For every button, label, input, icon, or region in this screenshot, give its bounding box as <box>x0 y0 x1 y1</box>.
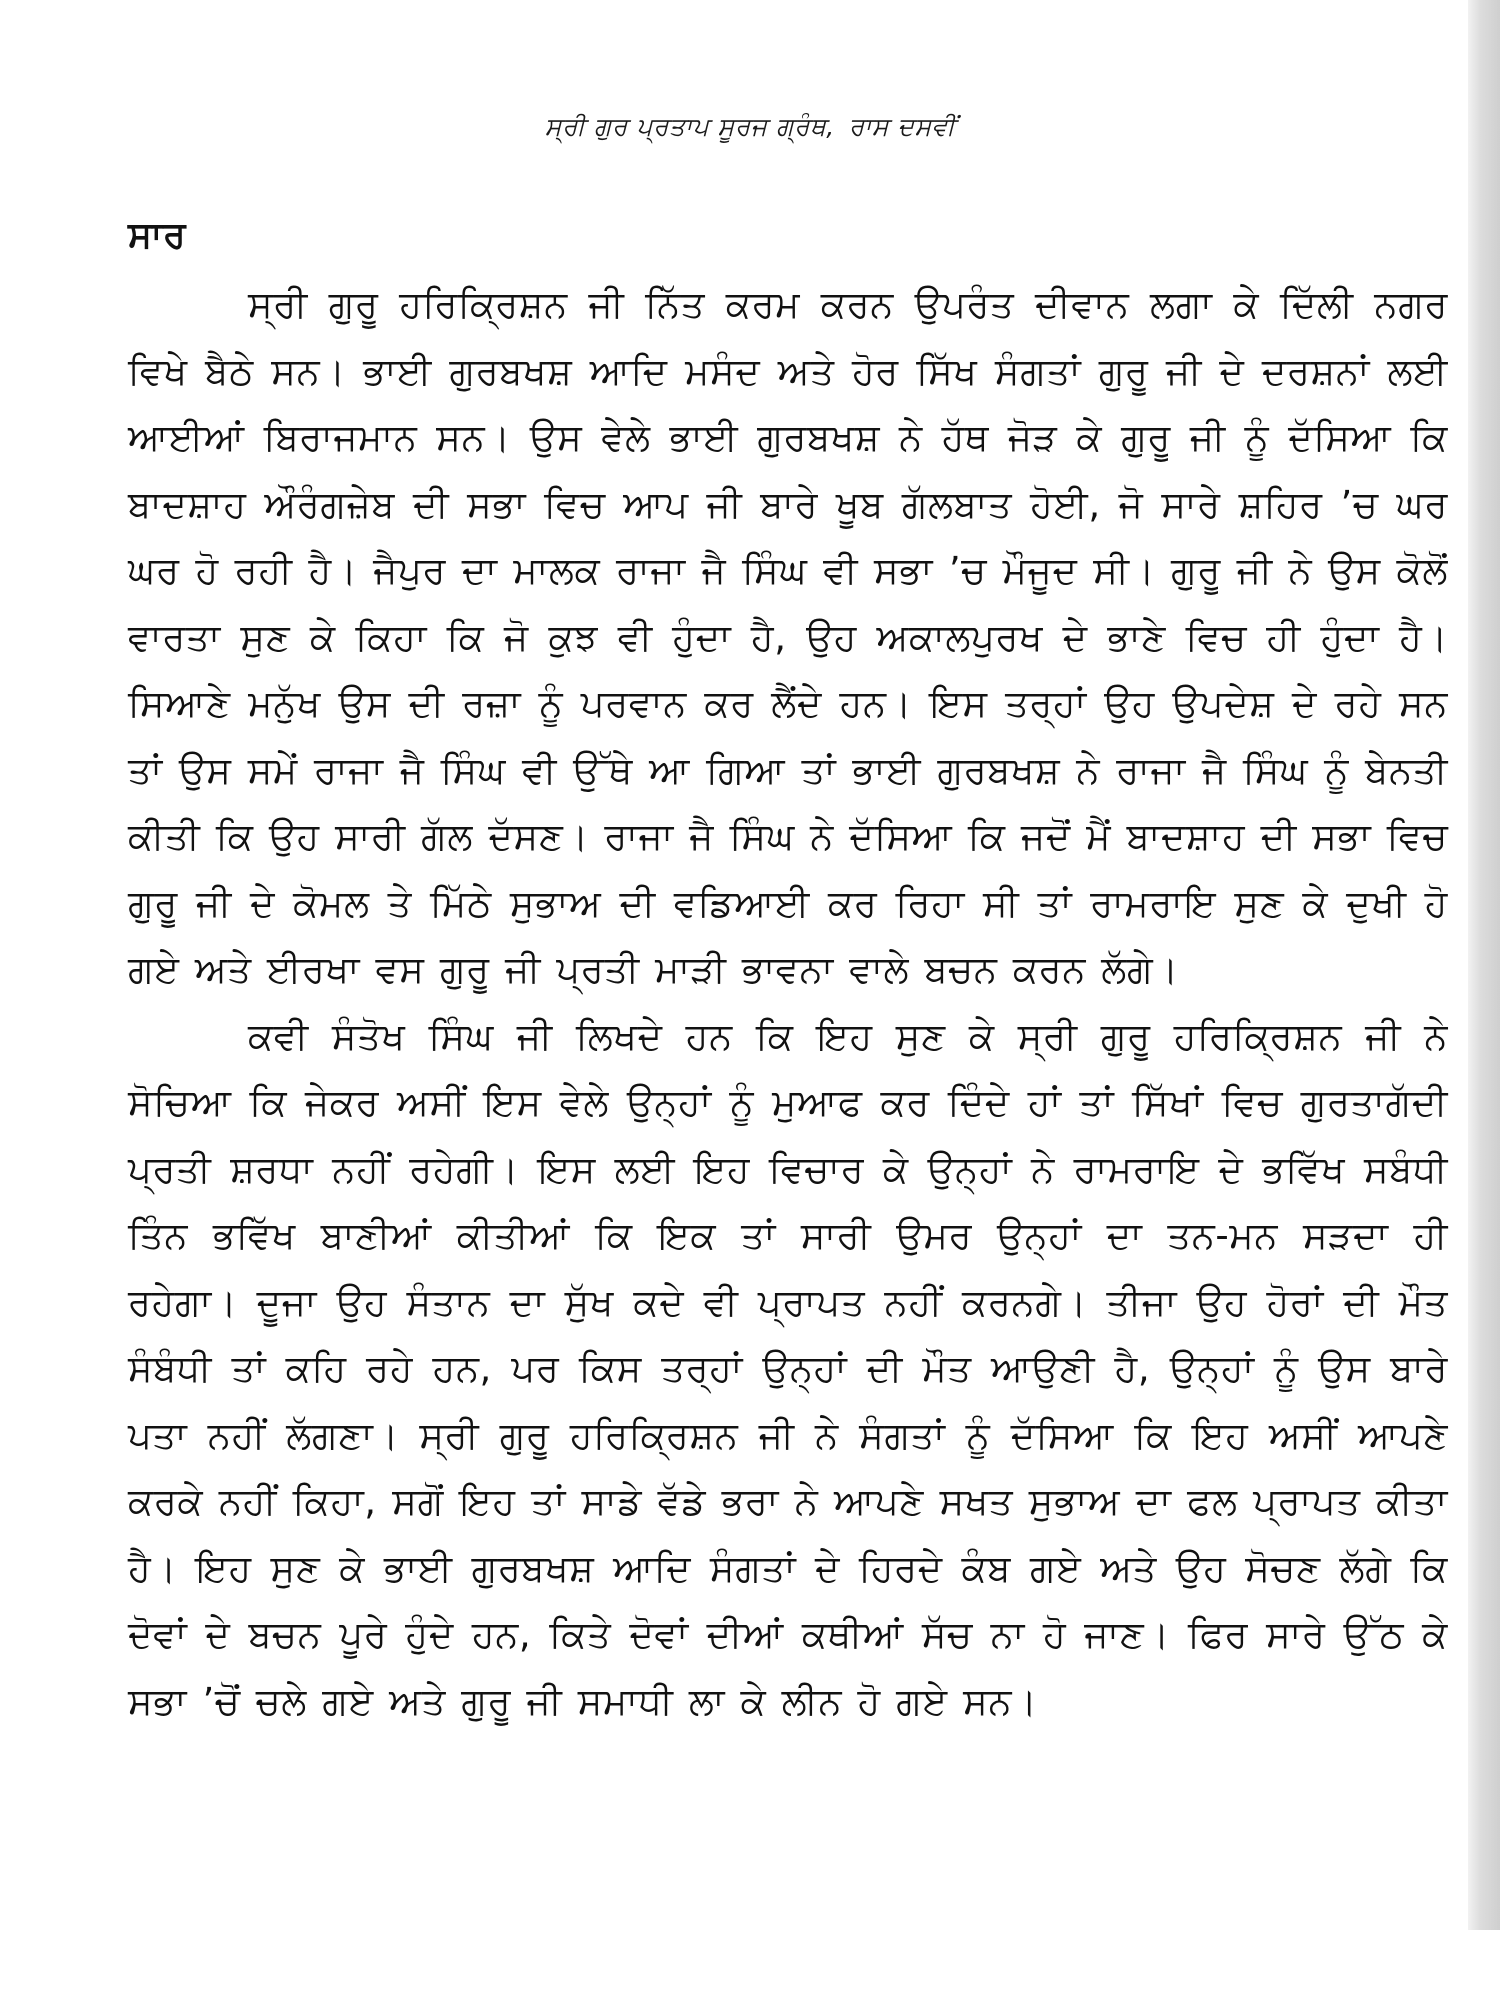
paragraph-1: ਸ੍ਰੀ ਗੁਰੂ ਹਰਿਕ੍ਰਿਸ਼ਨ ਜੀ ਨਿੱਤ ਕਰਮ ਕਰਨ ਉਪਰੰਤ ਦੀਵਾਨ ਲਗਾ ਕੇ ਦਿੱਲੀ ਨਗਰ ਵਿਖੇ ਬੈਠੇ ਸਨ। ਭਾਈ ਗੁਰਬਖਸ਼ ਆਦਿ ਮਸੰਦ ਅਤੇ ਹੋਰ ਸਿੱਖ ਸੰਗਤਾਂ ਗੁਰੂ ਜੀ ਦੇ ਦਰਸ਼ਨਾਂ ਲਈ ਆਈਆਂ ਬਿਰਾਜਮਾਨ ਸਨ। ਉਸ ਵੇਲੇ ਭਾਈ ਗੁਰਬਖਸ਼ ਨੇ ਹੱਥ ਜੋੜ ਕੇ ਗੁਰੂ ਜੀ ਨੂੰ ਦੱਸਿਆ ਕਿ ਬਾਦਸ਼ਾਹ ਔਰੰਗਜ਼ੇਬ ਦੀ ਸਭਾ ਵਿਚ ਆਪ ਜੀ ਬਾਰੇ ਖੂਬ ਗੱਲਬਾਤ ਹੋਈ, ਜੋ ਸਾਰੇ ਸ਼ਹਿਰ ’ਚ ਘਰ ਘਰ ਹੋ ਰਹੀ ਹੈ। ਜੈਪੁਰ ਦਾ ਮਾਲਕ ਰਾਜਾ ਜੈ ਸਿੰਘ ਵੀ ਸਭਾ ’ਚ ਮੌਜੂਦ ਸੀ। ਗੁਰੂ ਜੀ ਨੇ ਉਸ ਕੋਲੋਂ ਵਾਰਤਾ ਸੁਣ ਕੇ ਕਿਹਾ ਕਿ ਜੋ ਕੁਝ ਵੀ ਹੁੰਦਾ ਹੈ, ਉਹ ਅਕਾਲਪੁਰਖ ਦੇ ਭਾਣੇ ਵਿਚ ਹੀ ਹੁੰਦਾ ਹੈ। ਸਿਆਣੇ ਮਨੁੱਖ ਉਸ ਦੀ ਰਜ਼ਾ ਨੂੰ ਪਰਵਾਨ ਕਰ ਲੈਂਦੇ ਹਨ। ਇਸ ਤਰ੍ਹਾਂ ਉਹ ਉਪਦੇਸ਼ ਦੇ ਰਹੇ ਸਨ ਤਾਂ ਉਸ ਸਮੇਂ ਰਾਜਾ ਜੈ ਸਿੰਘ ਵੀ ਉੱਥੇ ਆ ਗਿਆ ਤਾਂ ਭਾਈ ਗੁਰਬਖਸ਼ ਨੇ ਰਾਜਾ ਜੈ ਸਿੰਘ ਨੂੰ ਬੇਨਤੀ ਕੀਤੀ ਕਿ ਉਹ ਸਾਰੀ ਗੱਲ ਦੱਸਣ। ਰਾਜਾ ਜੈ ਸਿੰਘ ਨੇ ਦੱਸਿਆ ਕਿ ਜਦੋਂ ਮੈਂ ਬਾਦਸ਼ਾਹ ਦੀ ਸਭਾ ਵਿਚ ਗੁਰੂ ਜੀ ਦੇ ਕੋਮਲ ਤੇ ਮਿੱਠੇ ਸੁਭਾਅ ਦੀ ਵਡਿਆਈ ਕਰ ਰਿਹਾ ਸੀ ਤਾਂ ਰਾਮਰਾਇ ਸੁਣ ਕੇ ਦੁਖੀ ਹੋ ਗਏ ਅਤੇ ਈਰਖਾ ਵਸ ਗੁਰੂ ਜੀ ਪ੍ਰਤੀ ਮਾੜੀ ਭਾਵਨਾ ਵਾਲੇ ਬਚਨ ਕਰਨ ਲੱਗੇ। <box>128 283 1448 991</box>
page-edge-shadow <box>1468 0 1500 1930</box>
section-title: ਸਾਰ <box>128 215 187 256</box>
body-text <box>128 272 1448 1735</box>
running-header <box>0 112 1500 142</box>
header-book-title: ਸ੍ਰੀ ਗੁਰ ਪ੍ਰਤਾਪ ਸੂਰਜ ਗ੍ਰੰਥ, <box>544 112 835 141</box>
header-section: ਰਾਸ ਦਸਵੀਂ <box>848 112 956 141</box>
paragraph-2: ਕਵੀ ਸੰਤੋਖ ਸਿੰਘ ਜੀ ਲਿਖਦੇ ਹਨ ਕਿ ਇਹ ਸੁਣ ਕੇ ਸ੍ਰੀ ਗੁਰੂ ਹਰਿਕ੍ਰਿਸ਼ਨ ਜੀ ਨੇ ਸੋਚਿਆ ਕਿ ਜੇਕਰ ਅਸੀਂ ਇਸ ਵੇਲੇ ਉਨ੍ਹਾਂ ਨੂੰ ਮੁਆਫ ਕਰ ਦਿੰਦੇ ਹਾਂ ਤਾਂ ਸਿੱਖਾਂ ਵਿਚ ਗੁਰਤਾਗੱਦੀ ਪ੍ਰਤੀ ਸ਼ਰਧਾ ਨਹੀਂ ਰਹੇਗੀ। ਇਸ ਲਈ ਇਹ ਵਿਚਾਰ ਕੇ ਉਨ੍ਹਾਂ ਨੇ ਰਾਮਰਾਇ ਦੇ ਭਵਿੱਖ ਸਬੰਧੀ ਤਿੰਨ ਭਵਿੱਖ ਬਾਣੀਆਂ ਕੀਤੀਆਂ ਕਿ ਇਕ ਤਾਂ ਸਾਰੀ ਉਮਰ ਉਨ੍ਹਾਂ ਦਾ ਤਨ-ਮਨ ਸੜਦਾ ਹੀ ਰਹੇਗਾ। ਦੂਜਾ ਉਹ ਸੰਤਾਨ ਦਾ ਸੁੱਖ ਕਦੇ ਵੀ ਪ੍ਰਾਪਤ ਨਹੀਂ ਕਰਨਗੇ। ਤੀਜਾ ਉਹ ਹੋਰਾਂ ਦੀ ਮੌਤ ਸੰਬੰਧੀ ਤਾਂ ਕਹਿ ਰਹੇ ਹਨ, ਪਰ ਕਿਸ ਤਰ੍ਹਾਂ ਉਨ੍ਹਾਂ ਦੀ ਮੌਤ ਆਉਣੀ ਹੈ, ਉਨ੍ਹਾਂ ਨੂੰ ਉਸ ਬਾਰੇ ਪਤਾ ਨਹੀਂ ਲੱਗਣਾ। ਸ੍ਰੀ ਗੁਰੂ ਹਰਿਕ੍ਰਿਸ਼ਨ ਜੀ ਨੇ ਸੰਗਤਾਂ ਨੂੰ ਦੱਸਿਆ ਕਿ ਇਹ ਅਸੀਂ ਆਪਣੇ ਕਰਕੇ ਨਹੀਂ ਕਿਹਾ, ਸਗੋਂ ਇਹ ਤਾਂ ਸਾਡੇ ਵੱਡੇ ਭਰਾ ਨੇ ਆਪਣੇ ਸਖਤ ਸੁਭਾਅ ਦਾ ਫਲ ਪ੍ਰਾਪਤ ਕੀਤਾ ਹੈ। ਇਹ ਸੁਣ ਕੇ ਭਾਈ ਗੁਰਬਖਸ਼ ਆਦਿ ਸੰਗਤਾਂ ਦੇ ਹਿਰਦੇ ਕੰਬ ਗਏ ਅਤੇ ਉਹ ਸੋਚਣ ਲੱਗੇ ਕਿ ਦੋਵਾਂ ਦੇ ਬਚਨ ਪੂਰੇ ਹੁੰਦੇ ਹਨ, ਕਿਤੇ ਦੋਵਾਂ ਦੀਆਂ ਕਥੀਆਂ ਸੱਚ ਨਾ ਹੋ ਜਾਣ। ਫਿਰ ਸਾਰੇ ਉੱਠ ਕੇ ਸਭਾ ’ਚੋਂ ਚਲੇ ਗਏ ਅਤੇ ਗੁਰੂ ਜੀ ਸਮਾਧੀ ਲਾ ਕੇ ਲੀਨ ਹੋ ਗਏ ਸਨ। <box>128 1014 1448 1723</box>
